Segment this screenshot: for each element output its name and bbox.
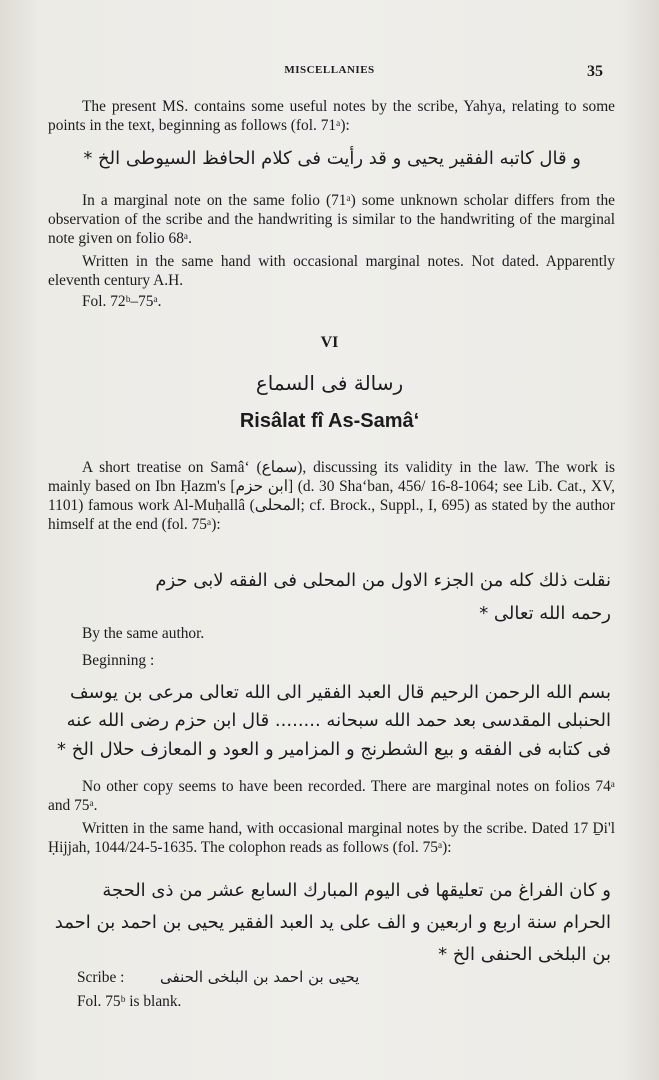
arabic-quote-1: و قال كاتبه الفقير يحيى و قد رأيت فى كلام الحافظ السيوطى الخ * [83, 148, 581, 169]
arabic-quote-3-line-2: الحنبلى المقدسى بعد حمد الله سبحانه ........ قال ابن حزم رضى الله عنه [66, 710, 611, 731]
paragraph-blank-folio: Fol. 75ᵇ is blank. [77, 993, 182, 1010]
paragraph-same-author: By the same author. [82, 625, 205, 642]
arabic-quote-2-line-2: رحمه الله تعالى * [479, 603, 611, 624]
scribe-name-arabic: يحيى بن احمد بن البلخى الحنفى [160, 968, 360, 986]
scribe-label: Scribe : [77, 969, 125, 986]
paragraph-treatise-description: A short treatise on Samâ‘ (سماع), discussing its validity in the law. The work is mainly based on Ibn Ḥazm's [ابن حزم] (d. 30 Sha‘ban, 456/ 16-8-1064; see Lib. Cat., XV, 1101) famous work Al-Muḥallâ (المحلى; cf. Brock., Suppl., I, 695) as stated by the author himself at the end (fol. 75ᵃ): [48, 459, 616, 533]
paragraph-scribe-notes: The present MS. contains some useful notes by the scribe, Yahya, relating to some points in the text, beginning as follows (fol. 71ᵃ): [48, 98, 615, 134]
arabic-quote-2-line-1: نقلت ذلك كله من الجزء الاول من المحلى فى الفقه لابى حزم [155, 570, 611, 591]
paragraph-marginal-note: In a marginal note on the same folio (71ᵃ) some unknown scholar differs from the observation of the scribe and the handwriting is similar to the handwriting of the marginal note given on folio 68ᵃ. [48, 192, 615, 247]
page-number: 35 [587, 63, 603, 80]
running-header: MISCELLANIES [284, 64, 375, 76]
section-arabic-title: رسالة فى السماع [255, 371, 404, 395]
arabic-colophon-line-3: بن البلخى الحنفى الخ * [438, 944, 611, 965]
arabic-quote-3-line-3: فى كتابه فى الفقه و بيع الشطرنج و المزامير و العود و المعازف حلال الخ * [57, 739, 611, 760]
section-title: Risâlat fî As-Samâ‘ [239, 410, 420, 432]
arabic-colophon-line-1: و كان الفراغ من تعليقها فى اليوم المبارك السابع عشر من ذى الحجة [102, 880, 611, 901]
paragraph-folio-range: Fol. 72ᵇ–75ᵃ. [82, 293, 162, 310]
paragraph-hand-date: Written in the same hand with occasional marginal notes. Not dated. Apparently eleventh century A.H. [48, 253, 615, 289]
paragraph-colophon-intro: Written in the same hand, with occasional marginal notes by the scribe. Dated 17 Ḏi'l Ḥijjah, 1044/24-5-1635. The colophon reads as follows (fol. 75ᵃ): [48, 820, 615, 856]
paragraph-no-other-copy: No other copy seems to have been recorded. There are marginal notes on folios 74ᵃ and 75ᵃ. [48, 778, 615, 814]
section-number: VI [320, 334, 339, 351]
arabic-quote-3-line-1: بسم الله الرحمن الرحيم قال العبد الفقير الى الله تعالى مرعى بن يوسف [70, 682, 611, 703]
paragraph-beginning-label: Beginning : [82, 652, 155, 669]
arabic-colophon-line-2: الحرام سنة اربع و اربعين و الف على يد العبد الفقير يحيى بن احمد بن احمد [54, 912, 611, 933]
